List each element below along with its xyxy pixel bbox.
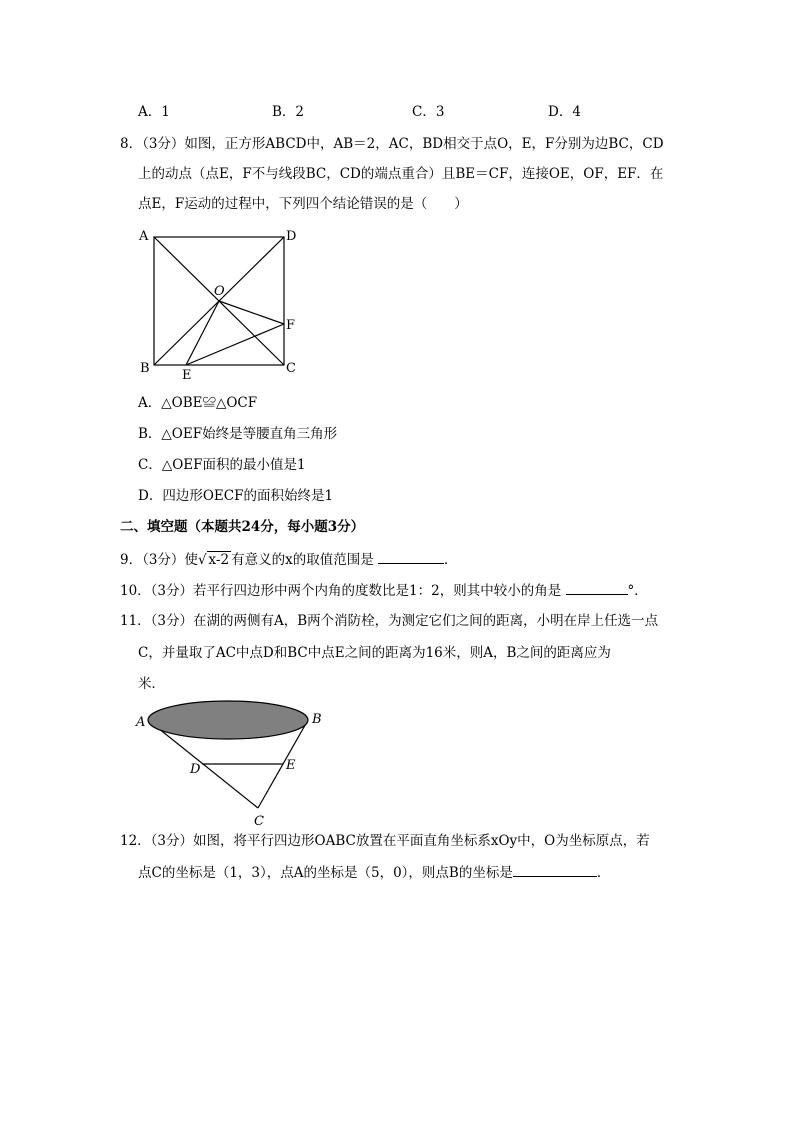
q11-stem-line1: 11．（3分）在湖的两侧有A，B两个消防栓，为测定它们之间的距离，小明在岸上任选一点 <box>120 613 659 629</box>
q10-text: 10．（3分）若平行四边形中两个内角的度数比是1：2，则其中较小的角是 <box>120 583 562 599</box>
q9-suffix: 有意义的x的取值范围是 <box>231 552 374 568</box>
q8-stem-line1: 8．（3分）如图，正方形ABCD中，AB＝2，AC，BD相交于点O，E，F分别为边BC，CD <box>120 136 664 152</box>
label-b: B <box>312 712 322 727</box>
label-e: E <box>286 758 296 773</box>
label-o: O <box>214 284 225 299</box>
q7-option-a: A．1 <box>138 104 170 120</box>
q8-option-d: D．四边形OECF的面积始终是1 <box>138 488 334 504</box>
q9-end: ． <box>444 552 458 568</box>
q9-answer-blank <box>378 549 444 564</box>
q11-stem-line2: C，并量取了AC中点D和BC中点E之间的距离为16米，则A，B之间的距离应为 <box>138 645 611 661</box>
q11-lake-figure <box>130 698 330 830</box>
q8-stem-line2: 上的动点（点E，F不与线段BC，CD的端点重合）且BE＝CF，连接OE，OF，EF．在 <box>138 166 664 182</box>
q12-stem-line1: 12．（3分）如图，将平行四边形OABC放置在平面直角坐标系xOy中，O为坐标原点，若 <box>120 833 650 849</box>
q7-option-b: B．2 <box>272 104 305 120</box>
q12-stem-line2: 点C的坐标是（1，3），点A的坐标是（5，0），则点B的坐标是 <box>138 865 513 881</box>
q8-square-figure <box>130 222 310 382</box>
q12-answer-blank <box>513 862 597 877</box>
q8-option-c: C．△OEF面积的最小值是1 <box>138 457 306 473</box>
q7-option-c: C．3 <box>412 104 445 120</box>
lake-ellipse <box>148 701 308 739</box>
label-e: E <box>182 368 192 382</box>
q9-prefix: 9．（3分）使 <box>120 552 198 568</box>
label-c: C <box>286 361 296 376</box>
q10-end: °． <box>627 583 648 599</box>
label-f: F <box>286 318 296 333</box>
q11-stem-line3: 米． <box>138 676 165 692</box>
segment-of <box>219 301 284 324</box>
q9-line <box>120 549 458 570</box>
q8-stem-line3: 点E，F运动的过程中，下列四个结论错误的是（ ） <box>138 196 468 212</box>
label-a: A <box>139 229 149 244</box>
label-d: D <box>190 762 201 777</box>
q10-line <box>120 580 648 601</box>
label-b: B <box>140 361 150 376</box>
section-title: 二、填空题（本题共24分，每小题3分） <box>120 519 365 535</box>
sqrt-icon: √ <box>197 552 207 568</box>
label-c: C <box>254 814 264 829</box>
segment-ef <box>186 324 284 365</box>
q9-radicand: x-2 <box>208 552 230 568</box>
q7-option-d: D．4 <box>548 104 581 120</box>
label-a: A <box>136 715 146 730</box>
segment-oe <box>186 301 219 365</box>
q8-option-b: B．△OEF始终是等腰直角三角形 <box>138 426 338 442</box>
q12-end: ． <box>596 865 611 881</box>
q10-answer-blank <box>566 580 628 595</box>
q12-line2 <box>138 862 610 883</box>
label-d: D <box>286 229 297 244</box>
q8-option-a: A．△OBE≌△OCF <box>138 395 258 411</box>
